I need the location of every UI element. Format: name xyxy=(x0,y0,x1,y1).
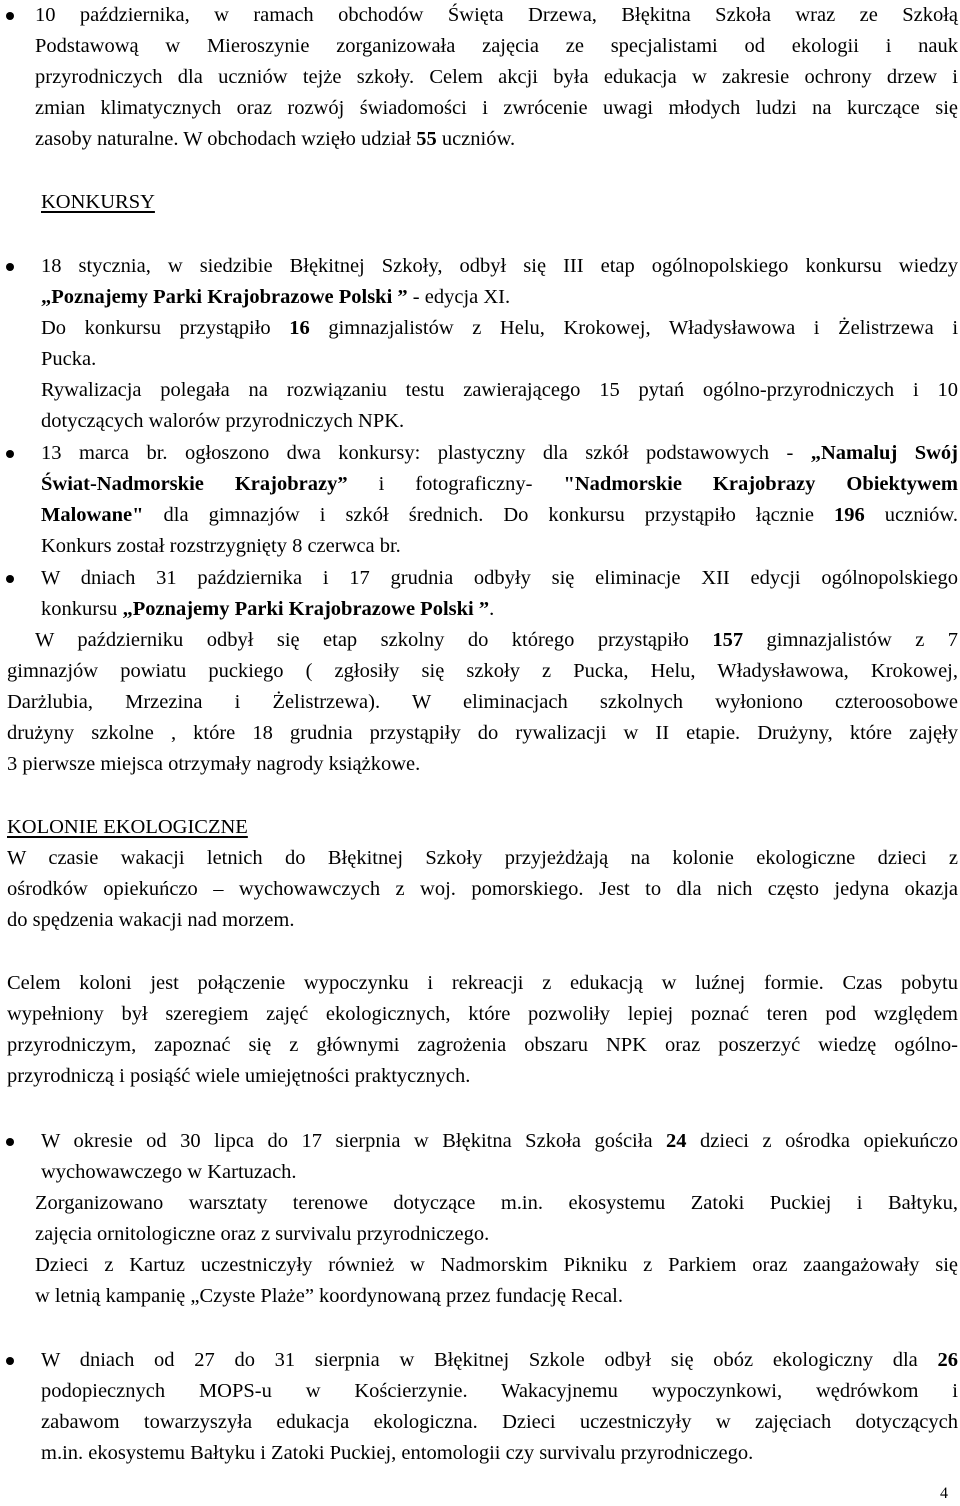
text-line: 18 stycznia, w siedzibie Błękitnej Szkoły, odbył się III etap ogólnopolskiego konkursu wiedzy xyxy=(41,255,958,277)
text-line: Malowane" dla gimnazjów i szkół średnich. Do konkursu przystąpiło łącznie 196 uczniów. xyxy=(41,504,958,526)
text-line: gimnazjów powiatu puckiego ( zgłosiły się szkoły z Pucka, Helu, Władysławowa, Krokowej, xyxy=(7,660,958,682)
bullet-icon xyxy=(6,450,14,458)
text-line: 13 marca br. ogłoszono dwa konkursy: plastyczny dla szkół podstawowych - „Namaluj Swój xyxy=(41,442,958,464)
paragraph-swieto-drzewa xyxy=(35,0,958,155)
text-line: Darżlubia, Mrzezina i Żelistrzewa). W eliminacjach szkolnych wyłoniono czteroosobowe xyxy=(7,691,958,713)
text-line: 10 października, w ramach obchodów Święta Drzewa, Błękitna Szkoła wraz ze Szkołą xyxy=(35,4,958,26)
paragraph-etap-szkolny xyxy=(7,625,958,780)
text-line: dotyczących walorów przyrodniczych NPK. xyxy=(41,410,405,432)
text-line: Podstawową w Mieroszynie zorganizowała zajęcia ze specjalistami od ekologii i nauk xyxy=(35,35,958,57)
text-line: „Poznajemy Parki Krajobrazowe Polski ” - edycja XI. xyxy=(41,286,511,308)
text-line: Celem koloni jest połączenie wypoczynku i rekreacji z edukacją w luźnej formie. Czas pobytu xyxy=(7,972,958,994)
paragraph-kolonie-intro xyxy=(7,843,958,936)
bullet-icon xyxy=(6,1138,14,1146)
text-line: 3 pierwsze miejsca otrzymały nagrody książkowe. xyxy=(7,753,421,775)
text-line: wypełniony był szeregiem zajęć ekologicznych, które pozwoliły lepiej poznać teren pod względem xyxy=(7,1003,958,1025)
paragraph-kolonie-cel xyxy=(7,968,958,1092)
text-line: Zorganizowano warsztaty terenowe dotyczące m.in. ekosystemu Zatoki Puckiej i Bałtyku, xyxy=(35,1192,958,1214)
text-line: podopiecznych MOPS-u w Kościerzynie. Wakacyjnemu wypoczynkowi, wędrówkom i xyxy=(41,1380,958,1402)
paragraph-kartuzy xyxy=(41,1126,958,1188)
text-line: Dzieci z Kartuz uczestniczyły również w Nadmorskim Pikniku z Parkiem oraz zaangażowały się xyxy=(35,1254,958,1276)
paragraph-konkurs-npk xyxy=(41,251,958,437)
text-line: przyrodniczych dla uczniów tejże szkoły. Celem akcji była edukacja w zakresie ochrony drzew i xyxy=(35,66,958,88)
text-line: wychowawczego w Kartuzach. xyxy=(41,1161,297,1183)
text-line: W dniach od 27 do 31 sierpnia w Błękitnej Szkole odbył się obóz ekologiczny dla 26 xyxy=(41,1349,958,1371)
text-line: do spędzenia wakacji nad morzem. xyxy=(7,909,295,931)
text-line: W czasie wakacji letnich do Błękitnej Szkoły przyjeżdżają na kolonie ekologiczne dzieci z xyxy=(7,847,958,869)
paragraph-oboz-koscierzyna xyxy=(41,1345,958,1469)
bullet-icon xyxy=(6,575,14,583)
section-heading-konkursy: KONKURSY xyxy=(41,191,155,213)
text-line: W październiku odbył się etap szkolny do którego przystąpiło 157 gimnazjalistów z 7 xyxy=(35,629,958,651)
bullet-icon xyxy=(6,263,14,271)
bullet-icon xyxy=(6,1357,14,1365)
text-line: zmian klimatycznych oraz rozwój świadomości i zwrócenie uwagi młodych ludzi na kurczące się xyxy=(35,97,958,119)
bullet-icon xyxy=(6,12,14,20)
text-line: W dniach 31 października i 17 grudnia odbyły się eliminacje XII edycji ogólnopolskiego xyxy=(41,567,958,589)
text-line: konkursu „Poznajemy Parki Krajobrazowe Polski ”. xyxy=(41,598,495,620)
text-line: zajęcia ornitologiczne oraz z survivalu przyrodniczego. xyxy=(35,1223,490,1245)
text-line: zabawom towarzyszyła edukacja ekologiczna. Dzieci uczestniczyły w zajęciach dotyczących xyxy=(41,1411,958,1433)
text-line: Pucka. xyxy=(41,348,97,370)
text-line: Do konkursu przystąpiło 16 gimnazjalistów z Helu, Krokowej, Władysławowa i Żelistrzewa i xyxy=(41,317,959,339)
text-line: m.in. ekosystemu Bałtyku i Zatoki Puckiej, entomologii czy survivalu przyrodniczego. xyxy=(41,1442,754,1464)
page-number: 4 xyxy=(940,1485,948,1502)
paragraph-kartuzy-warsztaty xyxy=(35,1188,958,1312)
text-line: drużyny szkolne , które 18 grudnia przystąpiły do rywalizacji w II etapie. Drużyny, które zajęły xyxy=(7,722,958,744)
text-line: zasoby naturalne. W obchodach wzięło udział 55 uczniów. xyxy=(35,128,516,150)
text-line: Konkurs został rozstrzygnięty 8 czerwca br. xyxy=(41,535,401,557)
text-line: Świat-Nadmorskie Krajobrazy” i fotograficzny- "Nadmorskie Krajobrazy Obiektywem xyxy=(41,473,958,495)
text-line: W okresie od 30 lipca do 17 sierpnia w Błękitna Szkoła gościła 24 dzieci z ośrodka opiekuńczo xyxy=(41,1130,958,1152)
text-line: przyrodniczą i posiąść wiele umiejętności praktycznych. xyxy=(7,1065,471,1087)
text-line: przyrodniczym, zapoznać się z głównymi zagrożenia obszaru NPK oraz poszerzyć wiedzę ogólno- xyxy=(7,1034,958,1056)
section-heading-kolonie: KOLONIE EKOLOGICZNE xyxy=(7,816,248,838)
text-line: w letnią kampanię „Czyste Plaże” koordynowaną przez fundację Recal. xyxy=(35,1285,623,1307)
text-line: Rywalizacja polegała na rozwiązaniu testu zawierającego 15 pytań ogólno-przyrodniczych i 10 xyxy=(41,379,958,401)
paragraph-konkursy-plastyczny xyxy=(41,438,958,562)
paragraph-eliminacje xyxy=(41,563,958,625)
text-line: ośrodków opiekuńczo – wychowawczych z woj. pomorskiego. Jest to dla nich często jedyna okazja xyxy=(7,878,958,900)
